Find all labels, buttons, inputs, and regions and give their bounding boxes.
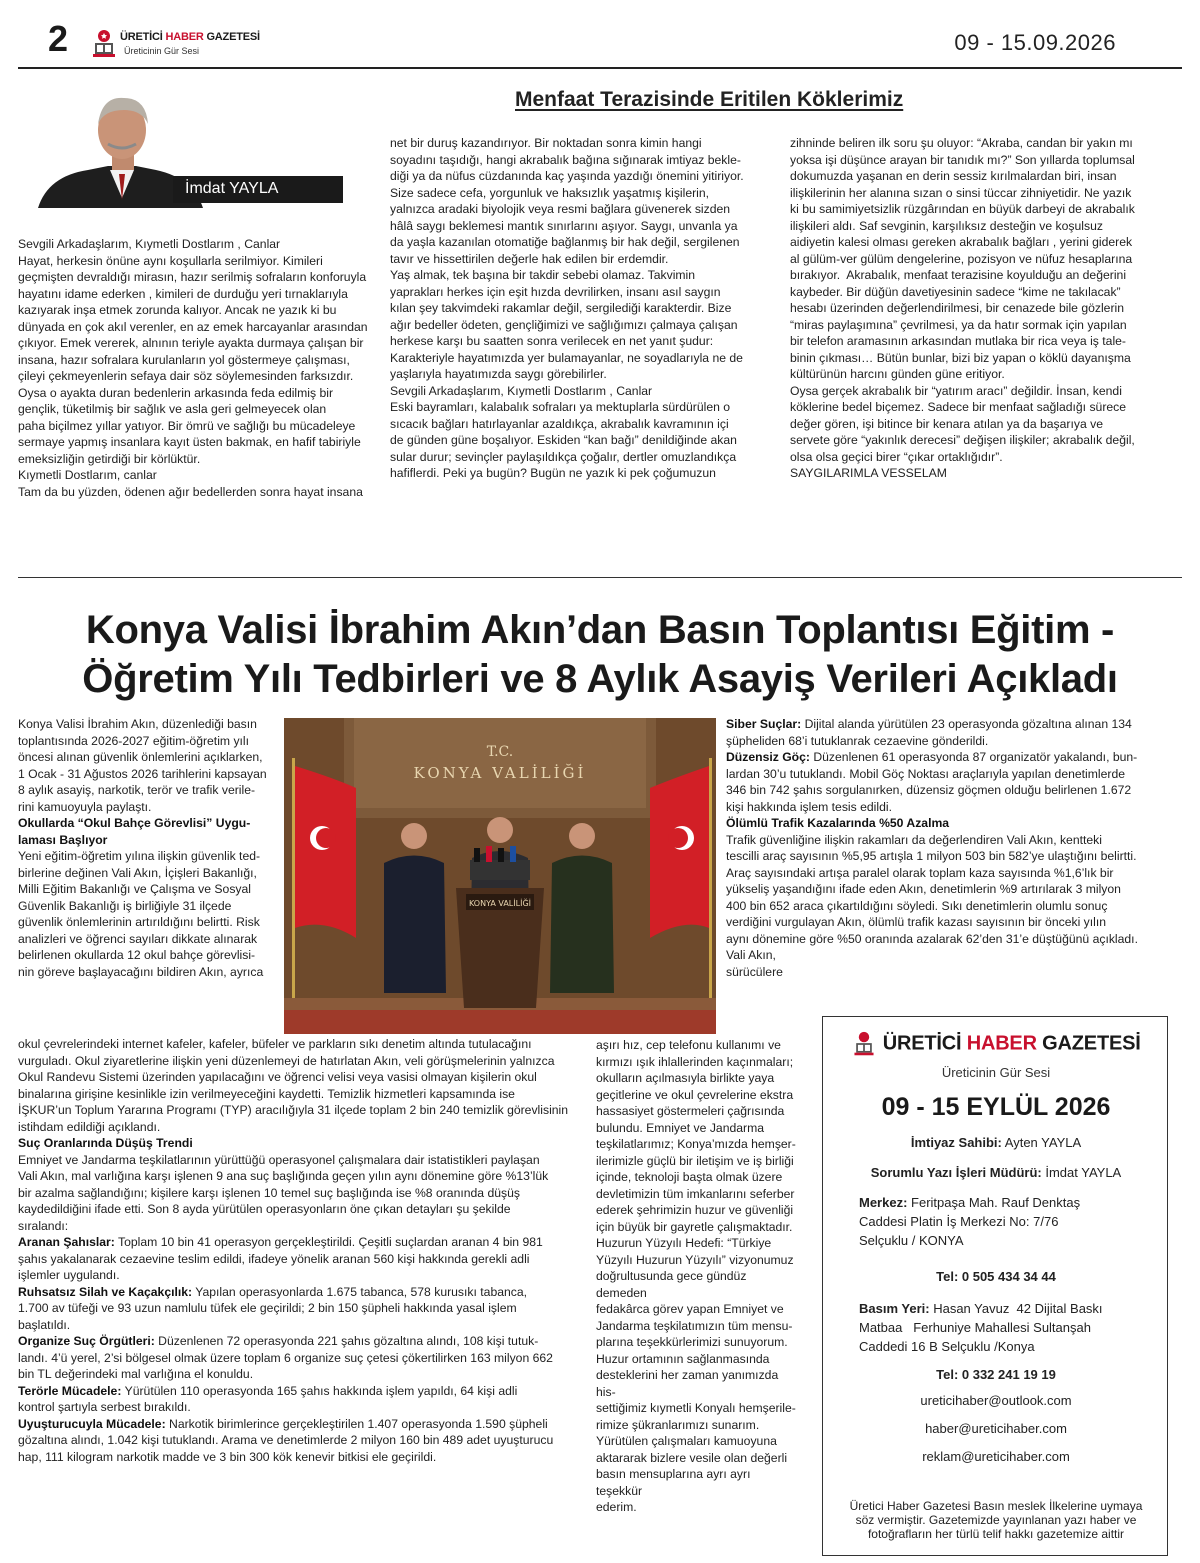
text-silah: Yapılan operasyonlarda 1.675 tabanca, 578 kurusıkı tabanca, 1.700 av tüfeği ve 93 uzun namlulu tüfek ele geçirildi; 2 bin 150 şüpheli hakkında yasal işlem başlatıldı. [18, 1284, 528, 1332]
label-siber: Siber Suçlar: [726, 717, 802, 731]
masthead-email-3[interactable]: reklam@ureticihaber.com [922, 1449, 1070, 1464]
logo-subtitle: Üreticinin Gür Sesi [124, 46, 200, 56]
subheading-trafik: Ölümlü Trafik Kazalarında %50 Azalma [726, 816, 950, 830]
text-aranan: Toplam 10 bin 41 operasyon gerçekleştirildi. Çeşitli suçlardan aranan 4 bin 981 şahıs yakalanarak cezaevine teslim edildi, ifadeye yönelik aranan 560 kişi hakkında gerekli adli işlemler uygulandı. [18, 1235, 543, 1282]
masthead-print: Basım Yeri: Hasan Yavuz 42 Dijital Baskı Matbaa Ferhuniye Mahallesi Sultanşah Caddedi 16 B Selçuklu /Konya [859, 1301, 1103, 1354]
masthead-email-1[interactable]: ureticihaber@outlook.com [920, 1393, 1072, 1408]
subheading-suc: Suç Oranlarında Düşüş Trendi [18, 1136, 193, 1150]
newspaper-logo-icon [90, 29, 118, 59]
masthead-email-2[interactable]: haber@ureticihaber.com [925, 1421, 1067, 1436]
masthead-legal-note: Üretici Haber Gazetesi Basın meslek İlkelerine uymaya söz vermiştir. Gazetemizde yayınlanan yazı haber ve fotoğrafların her türlü telif hakkı gazetemize aittir [849, 1499, 1143, 1541]
masthead-owner: İmtiyaz Sahibi: Ayten YAYLA [910, 1135, 1082, 1150]
masthead-editor: Sorumlu Yazı İşleri Müdürü: İmdat YAYLA [870, 1165, 1122, 1180]
label-uyusturucu: Uyuşturucuyla Mücadele: [18, 1416, 166, 1431]
news-column-3 [726, 716, 1186, 980]
label-silah: Ruhsatsız Silah ve Kaçakçılık: [18, 1284, 193, 1299]
label-aranan: Aranan Şahıslar: [18, 1235, 115, 1249]
masthead-subtitle: Üreticinin Gür Sesi [941, 1065, 1051, 1080]
photo-sign-tc: T.C. [486, 744, 514, 760]
news-trafik-text: Trafik güvenliğine ilişkin rakamları da değerlendiren Vali Akın, kentteki tescilli araç sayısının %5,95 artışla 1 milyon 503 bin 582’ye ulaştığını belirtti. Araç sayısındaki artışa paralel olarak toplam kaza sayısında %1,6’lık bir yükseliş yaşandığını ifade eden Akın, denetimlerin %9 artırılarak 3 milyon 400 bin 652 araca çıkartıldığını söyledi. Sıkı denetimlerin olumlu sonuç verdiğini vurgulayan Akın, ölümlü trafik kazası sayısının bir önceki yılın aynı dönemine göre %50 oranında azalarak 62’den 31’e düştüğünü açıkladı. [726, 832, 1138, 946]
news-full-width [18, 1036, 574, 1465]
podium-sign: KONYA VALİLİĞİ [469, 899, 531, 908]
column-text-1: Sevgili Arkadaşlarım, Kıymetli Dostlarım , Canlar Hayat, herkesin önüne aynı koşullarla serilmiyor. Kimileri geçmişten devraldığı mirasın, hazır serilmiş sofraların konforuyla hayatını idame ederken , kimileri de durduğu yeri tırnaklarıyla kazıyarak inşa etmek zorunda kalıyor. Ancak ne yazık ki bu dünyada en çok akıl verenler, en az emek harcayanlar arasından çıkıyor. Emek vererek, alnının teriyle ayakta durmaya çalışan bir insana, hazır sofralara kurulanların yol göstermeye çalışması, çileyi çekmeyenlerin sefaya dair söz söylemesinden farksızdır. Oysa o ayakta duran bedenlerin arkasında feda edilmiş bir gençlik, tüketilmiş bir sağlık ve asla geri gelmeyecek olan paha biçilmez yıllar yatıyor. Bir ömrü ve sağlığı bu mücadeleye sermaye yapmış insanlara kayıt üsten bakmak, en hafif tabiriyle emeksizliğin getirdiği bir körlüktür. Kıymetli Dostlarım, canlar Tam da bu yüzden, ödenen ağır bedellerden sonra hayat insana [18, 237, 368, 499]
label-teror: Terörle Mücadele: [18, 1383, 122, 1398]
news-headline: Konya Valisi İbrahim Akın’dan Basın Toplantısı Eğitim - Öğretim Yılı Tedbirleri ve 8 Aylık Asayiş Verileri Açıkladı [82, 608, 1118, 701]
logo-title: ÜRETİCİ HABER GAZETESİ [120, 31, 260, 43]
issue-date: 09 - 15.09.2026 [954, 30, 1116, 55]
news-column-1 [18, 716, 278, 980]
news-intro: Konya Valisi İbrahim Akın, düzenlediği basın toplantısında 2026-2027 eğitim-öğretim yılı öncesi alınan güvenlik önlemlerini açıklarken, 1 Ocak - 31 Ağustos 2026 tarihlerini kapsayan 8 aylık asayiş, narkotik, terör ve trafik verile- rini kamuoyuyla paylaştı. [18, 717, 267, 814]
masthead-address: Merkez: Feritpaşa Mah. Rauf Denktaş Caddesi Platin İş Merkezi No: 7/76 Selçuklu / KONYA [859, 1195, 1081, 1248]
news-column-2: aşırı hız, cep telefonu kullanımı ve kırmızı ışık ihlallerinden kaçınmaları; okulların açılmasıyla birlikte yaya geçitlerine ve okul çevrelerine ekstra hassasiyet göstermeleri çağrısında bulundu. Emniyet ve Jandarma teşkilatlarımız; Konya’mızda hemşer- ilerimizle güçlü bir iletişim ve iş birliği içinde, teknoloji başta olmak üzere devletimizin tüm imkanlarını seferber ederek şehrimizin huzur ve güvenliği için büyük bir gayretle çalışmaktadır. Huzurun Yüzyılı Hedefi: “Türkiye Yüzyılı Huzurun Yüzyılı” vizyonumuz doğrultusunda gece gündüz demeden fedakârca görev yapan Emniyet ve Jandarma teşkilatımızın tüm mensu- plarına teşekkürlerimizi sunuyorum. Huzur ortamının sağlanmasında desteklerini her zaman yanımızda his- settiğimiz kıymetli Konyalı hemşerile- rimize şükranlarımızı sunarım. Yürütülen çalışmaları kamuoyuna aktararak bizlere vesile olan değerli basın mensuplarına ayrı ayrı teşekkür ederim. [596, 1038, 796, 1514]
masthead-box [822, 1016, 1168, 1556]
header-divider [18, 67, 1182, 69]
masthead-tel-1: Tel: 0 505 434 34 44 [936, 1269, 1056, 1284]
masthead-logo-icon [851, 1031, 877, 1057]
author-name: İmdat YAYLA [173, 176, 343, 203]
column-text-3: zihninde beliren ilk soru şu oluyor: “Akraba, candan bir yakın mı yoksa işi düşünce arayan bir tanıdık mı?” Son yıllarda toplumsal dokumuzda yaşanan en derin sessiz kırılmalardan biri, insan ilişkilerinin her alanına sızan o sinsi tüccar zihniyetidir. Ne yazık ki bu samimiyetsizlik rüzgârından en büyük darbeyi de akrabalık ilişkileri aldı. Saf sevginin, karşılıksız desteğin ve koşulsuz aidiyetin kalesi olması gereken akrabalık bağları , yerini giderek al gülüm-ver gülüm dengelerine, pozisyon ve nüfuz hesaplarına bırakıyor. Akrabalık, menfaat terazisine koyulduğu an değerini kaybeder. Bir düğün davetiyesinin sadece “kime ne takılacak” hesabı üzerinden değerlendirilmesi, bir cenazede bile gözlerin “miras paylaşımına” çevrilmesi, ya da hatır sormak için yapılan bir telefon aramasının arkasından mutlaka bir rica veya iş tale- binin çıkması… Bütün bunlar, bizi biz yapan o köklü dayanışma kültürünün harcını günden güne eritiyor. Oysa gerçek akrabalık bir “yatırım aracı” değildir. İnsan, kendi köklerine bedel biçemez. Sadece bir menfaat sağladığı sürece değer gören, işi bitince bir kenara atılan ya da başarıya ve servete göre “yakınlık derecesi” değişen ilişkiler; akrabalık değil, olsa olsa geçici birer “çıkar ortaklığıdır”. SAYGILARIMLA VESSELAM [790, 136, 1135, 480]
masthead-tel-2: Tel: 0 332 241 19 19 [936, 1367, 1056, 1382]
photo-sign-valilik: KONYA VALİLİĞİ [413, 764, 587, 782]
masthead-title: ÜRETİCİ HABER GAZETESİ [823, 1031, 1169, 1057]
column-text-2: net bir duruş kazandırıyor. Bir noktadan sonra kimin hangi soyadını taşıdığı, hangi akrabalık bağına sığınarak imtiyaz bekle- diği ya da nüfus cüzdanında kaç yaşında yazdığı önemini yitiriyor. Size sadece cefa, yorgunluk ve haksızlık yaşatmış kişilerin, yalnızca aradaki biyolojik veya resmi bağlara güvenerek sizden hâlâ saygı beklemesi mantık sınırlarını aşıyor. Saygı, unvanla ya da yaşla kazanılan otomatiğe bağlanmış bir hak değil, sergilenen tavır ve hissettirilen değerle hak edilen bir erdemdir. Yaş almak, tek başına bir takdir sebebi olamaz. Takvimin yaprakları herkes için eşit hızda devrilirken, insanı asıl saygın kılan şey takvimdeki rakamlar değil, sergilediği karakterdir. Bize ağır bedeller ödeten, gençliğimizi ve sağlığımızı çalmaya çalışan herkese karşı bu saatten sonra verilecek en net yanıt şudur: Karakteriyle hayatımızda yer bulamayanlar, ne soyadlarıyla ne de yaşlarıyla hayatımızda saygı görebilirler. Sevgili Arkadaşlarım, Kıymetli Dostlarım , Canlar Eski bayramları, kalabalık sofraları ya mektuplarla sürdürülen o sıcacık bağları hatırlayanlar azaldıkça, akrabalık kavramının içi de günden güne boşalıyor. Eskiden “kan bağı” denildiğinde akan sular durur; sevinçler paylaşıldıkça çoğalır, dertler omuzlandıkça hafiflerdi. Peki ya bugün? Bugün ne yazık ki pek çoğumuzun [390, 136, 744, 480]
section-divider [18, 577, 1182, 578]
news-suc-text: Emniyet ve Jandarma teşkilatlarının yürüttüğü operasyonel çalışmalara dair istatistikleri paylaşan Vali Akın, mal varlığına karşı işlenen 9 ana suç başlığında geçen yılın aynı dönemine göre %13’lük bir azalma sağlandığını; kişilere karşı işlenen 10 temel suç başlığında ise %8 oranında düşüş kaydedildiğini ifade etti. Son 8 ayda yürütülen operasyonların öne çıkan detayları şu şekilde sıralandı: [18, 1152, 549, 1233]
news-okul-cont: okul çevrelerindeki internet kafeler, kafeler, büfeler ve parkların sıkı denetim altında tutulacağını vurguladı. Okul ziyaretlerine ilişkin yeni düzenlemeyi de hatırlatan Akın, veli görüşmelerinin yalnızca Okul Randevu Sistemi üzerinden yapılacağını ve öğrenci velisi veya vasisi olmayan kişilerin okul binalarına girişine kesinlikle izin verilmeyeceğini kaydetti. Temizlik hizmetleri kapsamında ise İŞKUR’un Toplum Yararına Programı (TYP) aracılığıyla 31 ilçede toplam 2 bin 240 temizlik görevlisinin istihdam edildiği açıklandı. [18, 1037, 569, 1134]
news-okul-text: Yeni eğitim-öğretim yılına ilişkin güvenlik ted- birlerine değinen Vali Akın, İçişleri Bakanlığı, Milli Eğitim Bakanlığı ve Çalışma ve Sosyal Güvenlik Bakanlığı iş birliğiyle 31 ilçede güvenlik önlemlerinin artırıldığını belirtti. Risk analizleri ve öğrenci sayıları dikkate alınarak belirlenen okullarda 12 okul bahçe görevlisi- nin göreve başlayacağını bildiren Akın, ayrıca [18, 849, 264, 979]
column-title: Menfaat Terazisinde Eritilen Köklerimiz [515, 88, 904, 111]
label-organize: Organize Suç Örgütleri: [18, 1334, 155, 1348]
page-number: 2 [48, 18, 69, 59]
news-vali-text: Vali Akın, sürücülere [726, 948, 783, 979]
text-goc: Düzenlenen 61 operasyonda 87 organizatör yakalandı, bun- lardan 30’u tutuklandı. Mobil Göç Noktası araçlarıyla yapılan denetimlerde 346 bin 742 şahıs sorgulanırken, düzensiz göçmen olduğu belirlenen 1.672 kişi hakkında işlem tesis edildi. [726, 750, 1138, 814]
label-goc: Düzensiz Göç: [726, 750, 810, 764]
text-siber: Dijital alanda yürütülen 23 operasyonda gözaltına alınan 134 şüpheliden 68’i tutuklanrak cezaevine gönderildi. [726, 717, 1132, 748]
masthead-date: 09 - 15 EYLÜL 2026 [881, 1093, 1111, 1121]
text-organize: Düzenlenen 72 operasyonda 221 şahıs gözaltına alındı, 108 kişi tutuk- landı. 4’ü yerel, 2’si bölgesel olmak üzere toplam 6 organize suç çetesi çökertilirken 163 milyon 662 bin TL değerindeki mal varlığına el konuldu. [18, 1334, 553, 1381]
text-teror: Yürütülen 110 operasyonda 165 şahıs hakkında işlem yapıldı, 64 kişi adli kontrol şartıyla serbest bırakıldı. [18, 1383, 518, 1414]
subheading-okul: Okullarda “Okul Bahçe Görevlisi” Uygu- laması Başlıyor [18, 816, 251, 847]
news-photo [284, 718, 716, 1034]
text-uyusturucu: Narkotik birimlerince gerçekleştirilen 1.407 operasyonda 1.590 şüpheli gözaltına alındı, 1.042 kişi tutuklandı. Arama ve denetimlerde 2 milyon 160 bin 489 adet uyuşturucu hap, 111 kilogram narkotik madde ve 3 bin 300 kök kenevir bitkisi ele geçirildi. [18, 1416, 554, 1464]
